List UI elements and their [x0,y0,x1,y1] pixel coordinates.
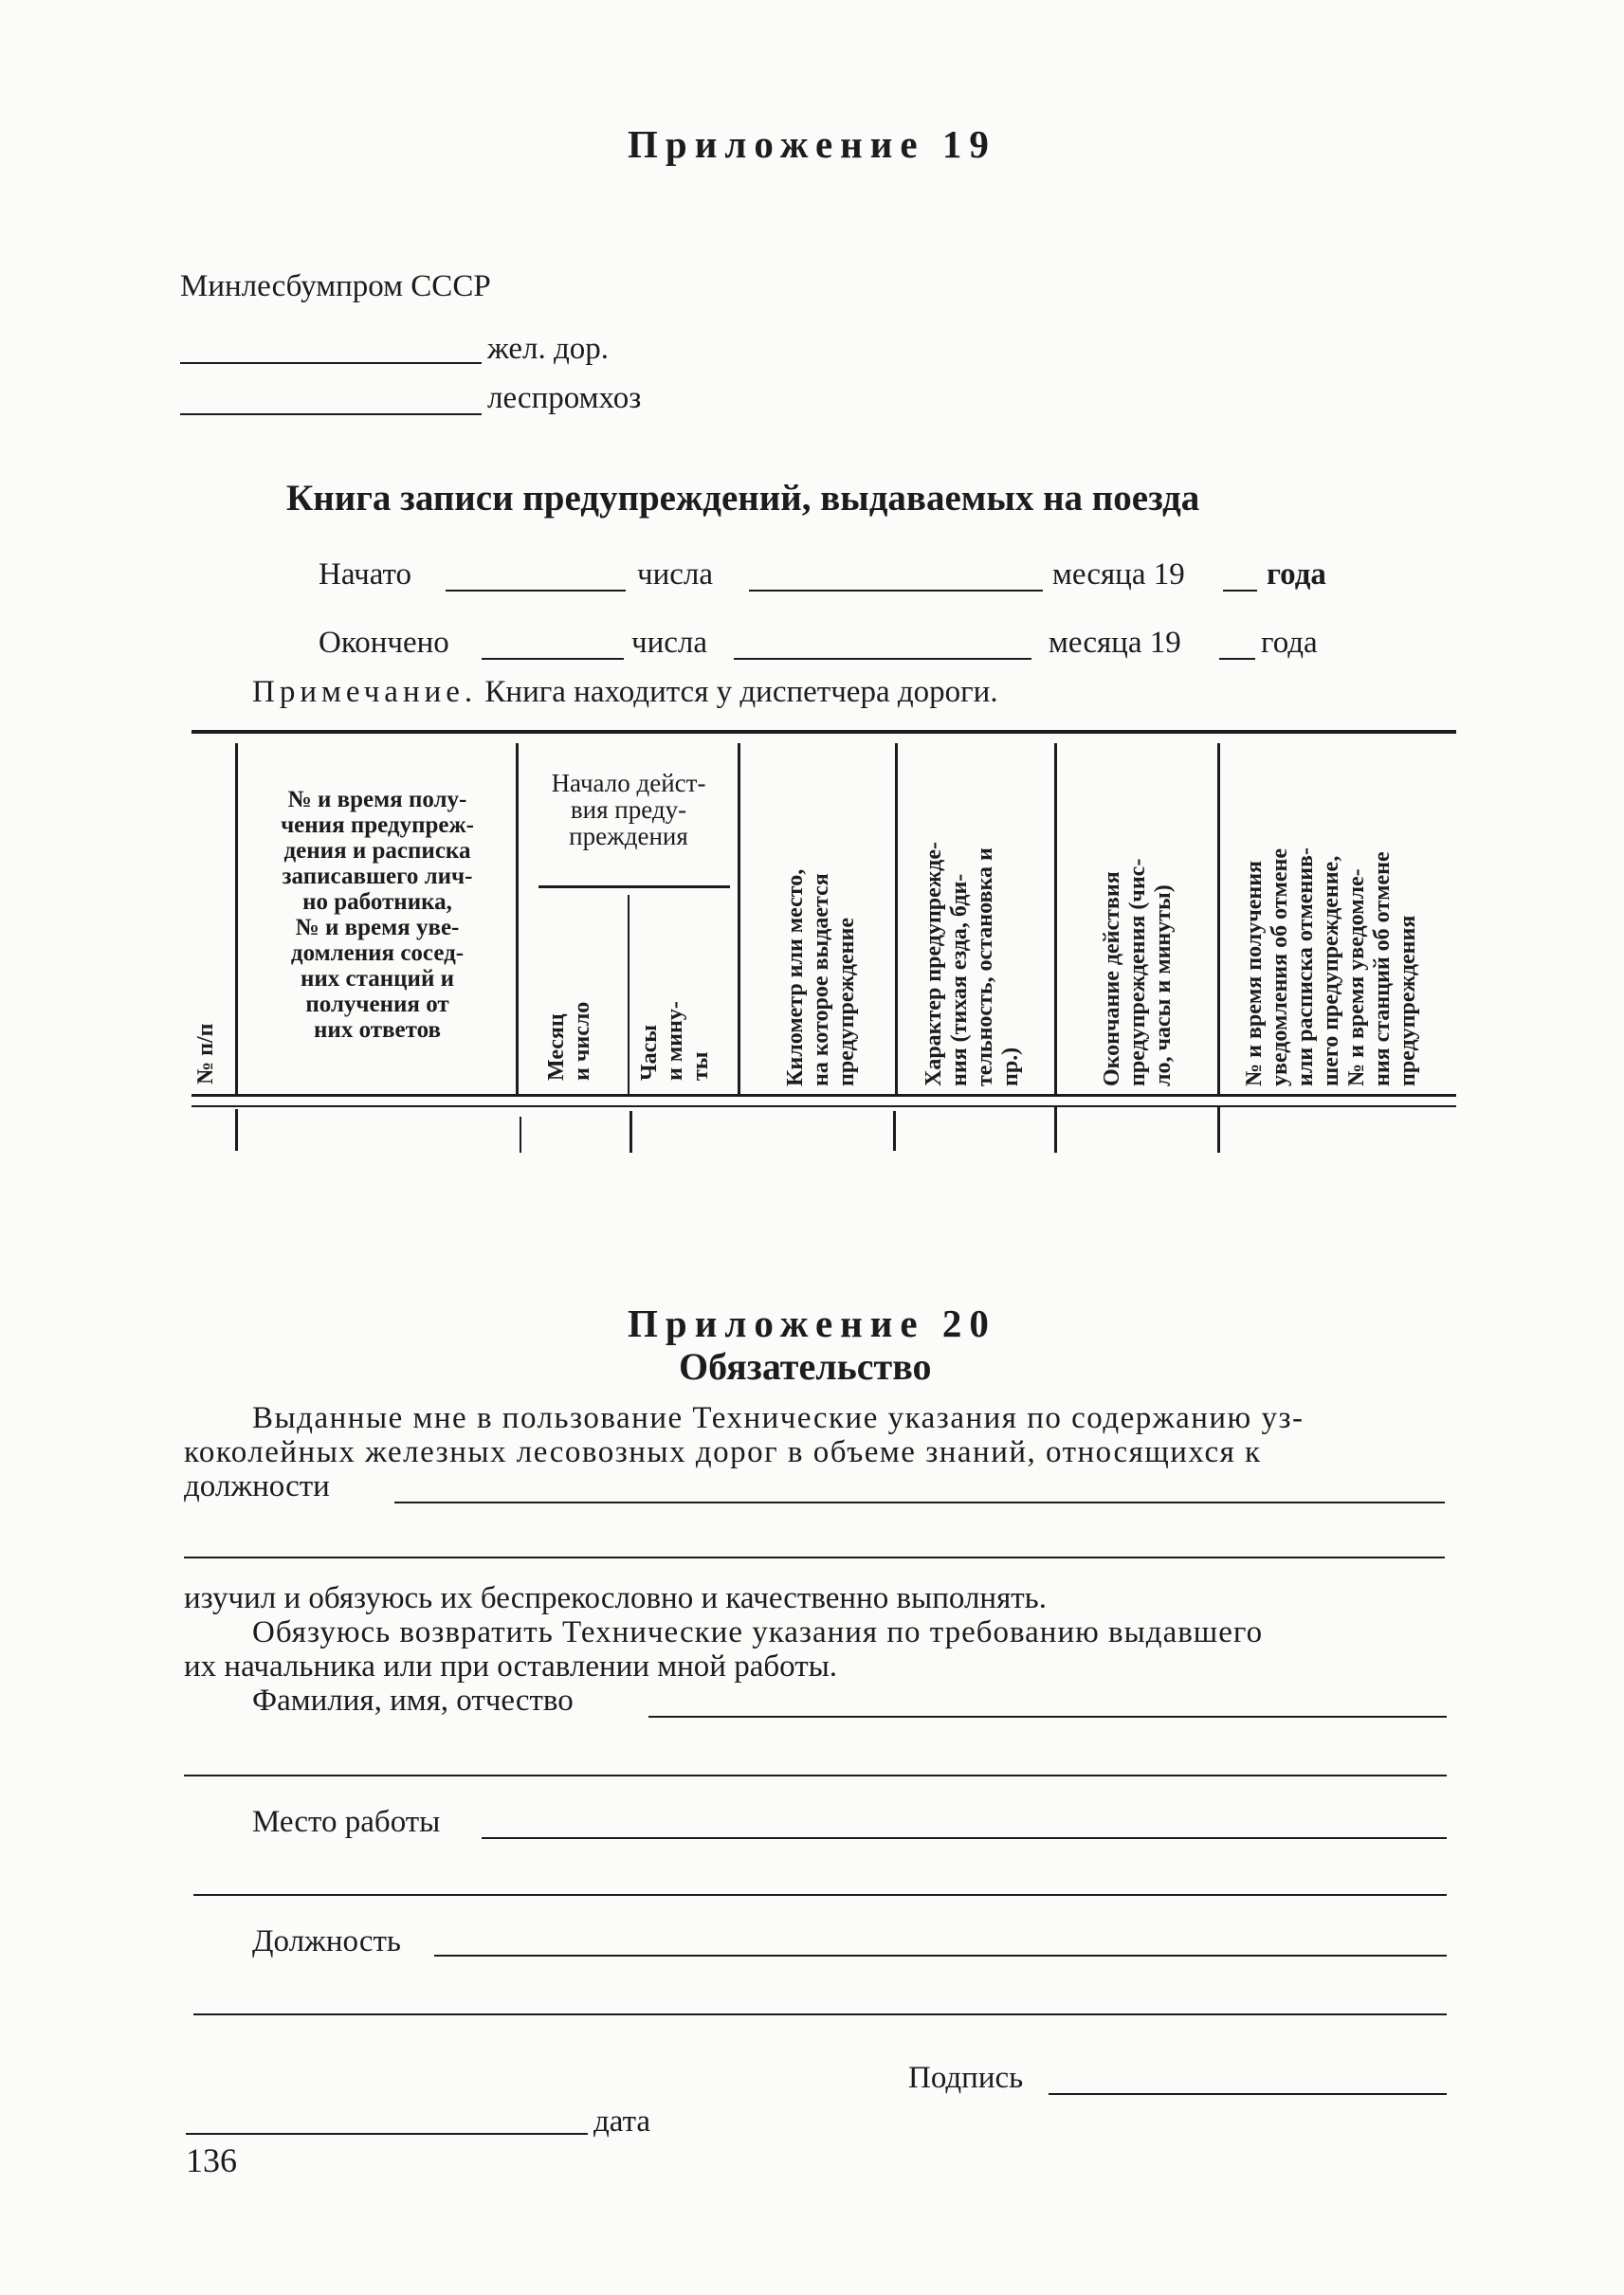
col-km-line: Километр или место, [783,868,808,1086]
railway-label: жел. дор. [487,332,610,366]
note-label: Примечание. [252,675,478,709]
body-sep-2b [630,1111,632,1153]
col-receipt-line: домления сосед- [290,940,465,966]
finished-year-blank[interactable] [1219,658,1255,660]
col-cancel-header [1242,847,1421,1086]
col-cancel-line: № и время уведомле- [1344,868,1369,1086]
name-field[interactable] [648,1716,1447,1718]
page-number: 136 [186,2141,237,2179]
table-body-rule [192,1105,1456,1107]
finished-day-blank[interactable] [482,658,624,660]
body-sep-5 [1054,1105,1057,1153]
date-field[interactable] [186,2133,588,2135]
note-text: Книга находится у диспетчера дороги. [484,675,998,709]
started-day-blank[interactable] [446,590,626,592]
col-receipt-line: них станций и [300,966,454,992]
col-cancel-line: шего предупреждение, [1319,855,1343,1086]
col-end-line: ло, часы и минуты) [1151,884,1176,1086]
book-title: Книга записи предупреждений, выдаваемых на поезда [286,478,1200,519]
enterprise-name-blank[interactable] [180,413,482,415]
railway-name-blank[interactable] [180,362,482,364]
col-cancel-line: или расписка отменив- [1293,847,1318,1086]
col-sep-6 [1217,743,1220,1094]
col-receipt-line: чения предупреж- [281,812,474,838]
col-start-date-line: Месяц [544,1013,569,1081]
col-start-date-header [544,1002,595,1081]
obligation-para1-line1: Выданные мне в пользование Технические указания по содержанию уз- [252,1401,1305,1435]
position-blank-2[interactable] [184,1557,1445,1558]
body-sep-6 [1217,1105,1220,1153]
appendix20-title: Приложение 20 [628,1302,996,1345]
table-top-rule [192,730,1456,734]
col-km-line: предупреждение [834,918,859,1086]
col-cancel-line: предупреждения [1396,915,1420,1086]
col-receipt-header [243,787,512,1043]
obligation-para3-line2: их начальника или при оставлении мной работы. [184,1649,838,1684]
col-receipt-line: дения и расписка [283,838,471,864]
appendix20-subtitle: Обязательство [679,1345,932,1388]
finished-month-blank[interactable] [734,658,1031,660]
col-nature-line: ния (тихая езда, бди- [947,873,972,1086]
col-receipt-line: № и время полу- [287,787,467,812]
table-header-bottom-rule [192,1094,1456,1097]
enterprise-label: леспромхоз [487,381,642,415]
obligation-para2: изучил и обязуюсь их беспрекословно и качественно выполнять. [184,1581,1047,1615]
col-start-time-header [637,1001,714,1081]
position-blank-1[interactable] [394,1502,1445,1503]
obligation-para1-line3: должности [184,1469,330,1503]
name-field-2[interactable] [184,1775,1447,1776]
body-sep-4 [893,1111,896,1151]
signature-field[interactable] [1049,2093,1447,2095]
col-end-line: Окончание действия [1100,871,1124,1086]
body-sep-2 [520,1117,521,1153]
col-start-time-line: ты [688,1051,713,1081]
col-sep-1 [235,743,238,1094]
col-end-line: предупреждения (чис- [1125,858,1150,1086]
col-sep-4 [895,743,898,1094]
start-subheader-rule [538,885,730,888]
col-receipt-line: записавшего лич- [282,864,473,889]
body-sep-1 [235,1109,238,1151]
col-nature-header [921,842,1024,1086]
finished-label: Окончено [319,626,449,660]
date-label: дата [593,2104,651,2139]
col-nature-line: Характер предупрежде- [921,842,946,1086]
col-nature-line: пр.) [998,1047,1023,1086]
col-receipt-line: получения от [305,992,449,1017]
started-month-label: месяца 19 [1052,557,1185,592]
col-receipt-line: № и время уве- [295,915,460,940]
col-end-header [1100,859,1177,1086]
started-label: Начато [319,557,412,592]
ministry-name: Минлесбумпром СССР [180,269,491,303]
workplace-field[interactable] [482,1837,1447,1839]
col-km-line: на которое выдается [809,873,833,1086]
obligation-para3-line1: Обязуюсь возвратить Технические указания по требованию выдавшего [252,1615,1264,1649]
col-num-header: № п/п [193,1023,218,1084]
col-start-line: вия преду- [570,795,687,824]
started-year-label: года [1267,557,1326,592]
name-label: Фамилия, имя, отчество [252,1684,574,1718]
col-receipt-line: них ответов [314,1017,441,1043]
col-km-header [783,869,860,1086]
finished-year-label: года [1261,626,1318,660]
finished-day-label: числа [631,626,708,660]
finished-month-label: месяца 19 [1049,626,1181,660]
col-start-time-line: Часы [637,1024,662,1081]
col-sep-2 [516,743,519,1094]
col-cancel-line: уведомления об отмене [1268,847,1292,1086]
signature-label: Подпись [908,2061,1024,2095]
position-field-2[interactable] [193,2013,1447,2015]
workplace-label: Место работы [252,1805,441,1839]
started-month-blank[interactable] [749,590,1043,592]
note [252,675,998,710]
col-start-header [523,770,734,849]
col-nature-line: тельность, остановка и [973,847,997,1086]
col-start-time-line: и мину- [663,1001,687,1081]
workplace-field-2[interactable] [193,1894,1447,1896]
position-field[interactable] [434,1955,1447,1957]
col-sep-3 [738,743,740,1094]
col-receipt-line: но работника, [302,889,452,915]
started-day-label: числа [637,557,714,592]
col-start-line: Начало дейст- [551,769,706,797]
started-year-blank[interactable] [1223,590,1257,592]
obligation-para1-line2: коколейных железных лесовозных дорог в объеме знаний, относящихся к [184,1435,1262,1469]
col-cancel-line: ния станций об отмене [1370,851,1395,1086]
col-start-date-line: и число [570,1001,594,1081]
position-label: Должность [252,1924,401,1958]
col-start-line: преждения [569,822,688,850]
appendix19-title: Приложение 19 [628,122,996,166]
col-cancel-line: № и время получения [1242,860,1267,1086]
col-sep-5 [1054,743,1057,1094]
col-sep-2b [628,895,630,1094]
